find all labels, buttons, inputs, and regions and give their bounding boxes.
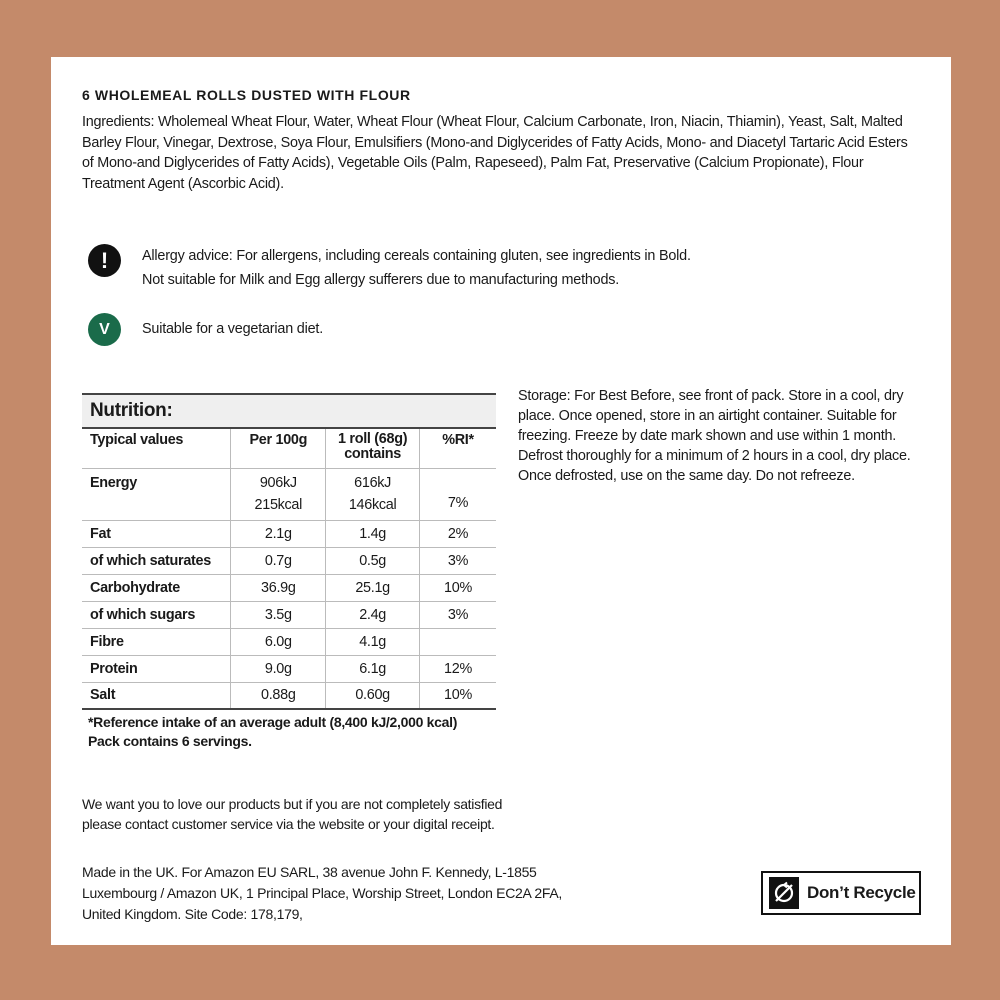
nutrient-label: Salt bbox=[82, 682, 231, 709]
nutrition-row bbox=[82, 628, 496, 655]
nutrient-per100: 2.1g bbox=[231, 520, 326, 547]
nutrient-ri: 2% bbox=[420, 520, 496, 547]
nutrition-column-headers bbox=[82, 428, 496, 468]
nutrient-roll: 25.1g bbox=[326, 574, 420, 601]
nutrient-ri: 3% bbox=[420, 547, 496, 574]
dont-recycle-label: Don’t Recycle bbox=[807, 883, 916, 902]
satisfaction-line-2: please contact customer service via the website or your digital receipt. bbox=[82, 816, 495, 832]
col-per-100g: Per 100g bbox=[231, 428, 326, 468]
nutrient-roll: 4.1g bbox=[326, 628, 420, 655]
nutrient-ri: 10% bbox=[420, 682, 496, 709]
nutrient-per100: 0.88g bbox=[231, 682, 326, 709]
nutrition-row bbox=[82, 682, 496, 709]
nutrient-per100: 0.7g bbox=[231, 547, 326, 574]
energy-per100-kcal: 215kcal bbox=[254, 496, 303, 513]
nutrient-label: Carbohydrate bbox=[82, 574, 231, 601]
energy-roll-kcal: 146kcal bbox=[348, 496, 397, 513]
storage-instructions: Storage: For Best Before, see front of pack. Store in a cool, dry place. Once opened, store in an airtight container. Suitable for freezing. Freeze by date mark shown and use within 1 month. Defrost thoroughly for a minimum of 2 hours in a cool, dry place. Once defrosted, use on the same day. Do not refreeze. bbox=[518, 388, 911, 484]
nutrient-per100: 36.9g bbox=[231, 574, 326, 601]
servings-note: Pack contains 6 servings. bbox=[88, 733, 252, 749]
dont-recycle-badge bbox=[761, 871, 921, 915]
nutrient-roll: 2.4g bbox=[326, 601, 420, 628]
col-typical-values: Typical values bbox=[82, 428, 231, 468]
nutrition-row-energy bbox=[82, 468, 496, 520]
exclamation-icon: ! bbox=[88, 244, 121, 277]
label-panel bbox=[51, 57, 951, 945]
allergy-advice bbox=[88, 244, 691, 292]
nutrition-row bbox=[82, 520, 496, 547]
nutrient-ri: 10% bbox=[420, 574, 496, 601]
vegetarian-advice bbox=[88, 313, 323, 346]
satisfaction-note bbox=[82, 794, 502, 834]
energy-ri: 7% bbox=[420, 468, 496, 520]
nutrient-label: Protein bbox=[82, 655, 231, 682]
nutrient-roll: 0.5g bbox=[326, 547, 420, 574]
nutrition-row bbox=[82, 547, 496, 574]
col-ri: %RI* bbox=[420, 428, 496, 468]
col-per-roll: 1 roll (68g) contains bbox=[326, 428, 420, 468]
nutrient-label: Fat bbox=[82, 520, 231, 547]
energy-roll-kj: 616kJ bbox=[354, 474, 392, 491]
nutrient-per100: 9.0g bbox=[231, 655, 326, 682]
nutrient-roll: 1.4g bbox=[326, 520, 420, 547]
nutrient-roll: 0.60g bbox=[326, 682, 420, 709]
nutrient-roll: 6.1g bbox=[326, 655, 420, 682]
made-in-line-2: Luxembourg / Amazon UK, 1 Principal Place, Worship Street, London EC2A 2FA, bbox=[82, 885, 562, 901]
nutrient-ri bbox=[420, 628, 496, 655]
nutrition-row bbox=[82, 574, 496, 601]
nutrient-label: Fibre bbox=[82, 628, 231, 655]
vegetarian-icon: V bbox=[88, 313, 121, 346]
nutrient-ri: 3% bbox=[420, 601, 496, 628]
made-in-line-3: United Kingdom. Site Code: 178,179, bbox=[82, 906, 303, 922]
nutrient-per100: 6.0g bbox=[231, 628, 326, 655]
nutrition-row bbox=[82, 601, 496, 628]
nutrient-ri: 12% bbox=[420, 655, 496, 682]
nutrient-per100: 3.5g bbox=[231, 601, 326, 628]
energy-per100-kj: 906kJ bbox=[259, 474, 297, 491]
vegetarian-text: Suitable for a vegetarian diet. bbox=[142, 321, 323, 337]
nutrient-label: of which sugars bbox=[82, 601, 231, 628]
energy-label: Energy bbox=[82, 468, 231, 520]
energy-per100 bbox=[231, 468, 326, 520]
energy-roll bbox=[326, 468, 420, 520]
allergy-line-1: Allergy advice: For allergens, including cereals containing gluten, see ingredients in Bold. bbox=[142, 248, 691, 264]
reference-intake-note bbox=[88, 713, 457, 751]
satisfaction-line-1: We want you to love our products but if you are not completely satisfied bbox=[82, 796, 503, 812]
nutrition-heading: Nutrition: bbox=[82, 394, 496, 428]
product-title: 6 WHOLEMEAL ROLLS DUSTED WITH FLOUR bbox=[82, 87, 411, 103]
ri-note-text: *Reference intake of an average adult (8,400 kJ/2,000 kcal) bbox=[88, 714, 458, 730]
dont-recycle-icon bbox=[769, 877, 799, 909]
nutrient-label: of which saturates bbox=[82, 547, 231, 574]
ingredients-text: Ingredients: Wholemeal Wheat Flour, Water, Wheat Flour (Wheat Flour, Calcium Carbonate, Iron, Niacin, Thiamin), Yeast, Salt, Malted Barley Flour, Vinegar, Dextrose, Soya Flour, Emulsifiers (Mono-and Diglycerides of Fatty Acids, Mono- and Diacetyl Tartaric Acid Esters of Mono-and Diglycerides of Fatty Acids), Vegetable Oils (Palm, Rapeseed), Palm Fat, Preservative (Calcium Propionate), Flour Treatment Agent (Ascorbic Acid). bbox=[82, 114, 908, 192]
manufacturer-address bbox=[82, 862, 562, 925]
nutrition-table bbox=[82, 393, 496, 710]
allergy-line-2: Not suitable for Milk and Egg allergy sufferers due to manufacturing methods. bbox=[142, 272, 620, 288]
nutrition-row bbox=[82, 655, 496, 682]
made-in-line-1: Made in the UK. For Amazon EU SARL, 38 avenue John F. Kennedy, L-1855 bbox=[82, 864, 537, 880]
